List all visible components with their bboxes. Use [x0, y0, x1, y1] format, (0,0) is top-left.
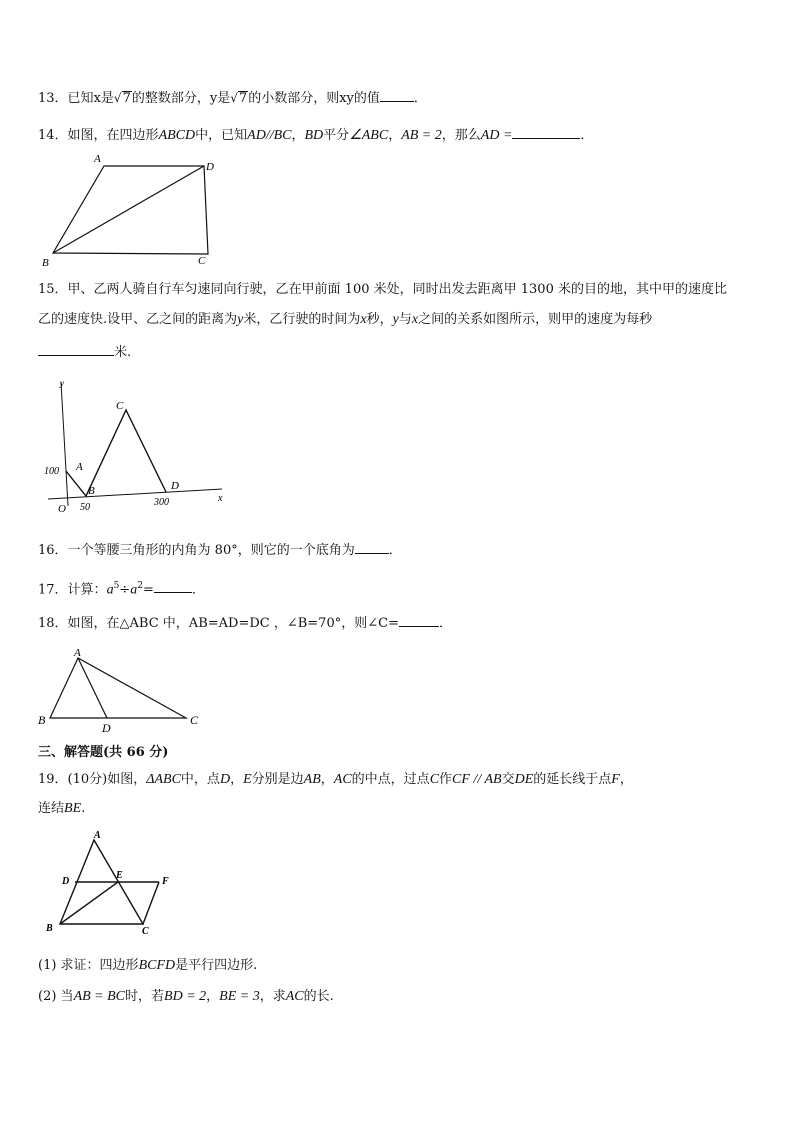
sqrt-7: 7 [122, 91, 131, 106]
text: 甲、乙两人骑自行车匀速同向行驶，乙在甲前面 100 米处，同时出发去距离甲 1300 米的目的地，其中甲的速度比 [67, 282, 727, 297]
question-19-part-2 [38, 988, 334, 1006]
label-c: C [190, 713, 199, 727]
question-number: 19． [38, 772, 68, 787]
text: 是平行四边形. [175, 958, 258, 973]
text: ，求 [259, 989, 286, 1004]
triangle-figure [36, 644, 206, 734]
text: 交 [501, 772, 515, 787]
math: AD//BC [247, 128, 292, 143]
question-number: 18． [38, 616, 68, 631]
label-c: C [142, 926, 149, 937]
math: AC [333, 772, 352, 787]
y-axis [61, 382, 68, 506]
text: ， [206, 989, 220, 1004]
text: = [142, 582, 154, 598]
segment-cf [143, 882, 159, 924]
label-y-axis: y [60, 378, 64, 388]
text: 之间的关系如图所示，则甲的速度为每秒 [418, 312, 653, 327]
label-c: C [198, 255, 206, 267]
text: ， [388, 128, 402, 143]
label-e: E [116, 870, 123, 881]
question-number: 14． [38, 128, 68, 143]
question-19-line-2 [38, 800, 85, 818]
math: x [360, 312, 367, 327]
text: 三、解答题(共 66 分) [38, 745, 169, 760]
text: 平分 [323, 128, 350, 143]
text: ． [580, 128, 594, 143]
text: 如图，在四边形 [67, 128, 159, 143]
text: 米. [114, 345, 132, 360]
tick-300: 300 [154, 497, 169, 508]
label-b: B [38, 713, 46, 727]
answer-blank[interactable] [380, 89, 414, 102]
question-15-line-3 [38, 343, 131, 362]
text: 的中点，过点 [351, 772, 430, 787]
math: ABCD [158, 128, 196, 143]
label-a: A [76, 461, 83, 473]
sqrt-7: 7 [238, 91, 248, 106]
answer-blank[interactable] [512, 126, 580, 139]
math: AB = 2 [401, 128, 442, 143]
text: 与 [398, 312, 412, 327]
text: 秒， [366, 312, 393, 327]
label-c: C [116, 400, 124, 412]
label-a: A [74, 647, 81, 659]
math: BCFD [138, 958, 176, 973]
x-axis [48, 489, 222, 499]
var-x: x [93, 91, 101, 106]
label-a: A [94, 830, 101, 841]
text: 是 [217, 91, 231, 106]
question-14 [38, 126, 593, 145]
quadrilateral-abcd [53, 166, 208, 254]
math: ΔABC [146, 772, 181, 787]
text: ，那么 [441, 128, 481, 143]
text: ． [191, 582, 205, 598]
text: . [81, 801, 86, 816]
label-o: O [58, 503, 66, 515]
text: 已知 [67, 91, 94, 106]
var-xy: xy [339, 91, 354, 106]
text: 作 [439, 772, 453, 787]
diagonal-bd [53, 166, 204, 253]
text: 的值 [353, 91, 380, 106]
math: AB = BC [73, 989, 126, 1004]
math: y [392, 312, 399, 327]
label-d: D [171, 480, 179, 492]
exponent: 5 [113, 581, 120, 591]
question-15-line-1 [38, 281, 727, 299]
text: 连结 [38, 801, 65, 816]
math: a [130, 582, 138, 598]
math: BD [304, 128, 324, 143]
text: 计算： [67, 582, 107, 598]
math: a [106, 582, 114, 598]
text: (1) 求证：四边形 [38, 958, 139, 973]
question-15-line-2 [38, 311, 652, 329]
question-number: 16． [38, 543, 68, 558]
math: y [237, 312, 244, 327]
text: ， [291, 128, 305, 143]
label-b: B [42, 257, 49, 269]
math: AB [303, 772, 321, 787]
math: BD = 2 [164, 989, 207, 1004]
text: 中，点 [180, 772, 220, 787]
math: AC [285, 989, 304, 1004]
text: ÷ [119, 582, 131, 598]
math: BE [64, 801, 82, 816]
var-y: y [209, 91, 218, 106]
text: 是 [100, 91, 114, 106]
tick-50: 50 [80, 502, 90, 513]
question-18 [38, 614, 452, 633]
text: ． [388, 543, 402, 558]
label-b: B [46, 923, 53, 934]
question-17 [38, 577, 205, 599]
answer-blank[interactable] [355, 541, 389, 554]
label-d: D [102, 721, 111, 735]
section-title [38, 744, 168, 762]
math: BE = 3 [219, 989, 260, 1004]
answer-blank[interactable] [154, 580, 192, 593]
text: 如图， [107, 772, 147, 787]
text: ， [230, 772, 244, 787]
text: ， [619, 772, 633, 787]
label-d: D [206, 161, 214, 173]
label-a: A [94, 153, 101, 165]
math: E [243, 772, 252, 787]
score: (10分) [67, 772, 108, 787]
text: 如图，在△ABC 中，AB=AD=DC ，∠B=70°，则∠C= [67, 616, 399, 631]
question-19-line-1 [38, 771, 633, 789]
text: 的整数部分， [131, 91, 210, 106]
text: ， [320, 772, 334, 787]
label-d: D [62, 876, 70, 887]
text: (2) 当 [38, 989, 74, 1004]
exponent: 2 [137, 581, 143, 591]
text: 的小数部分，则 [248, 91, 340, 106]
text: 一个等腰三角形的内角为 80°，则它的一个底角为 [67, 543, 355, 558]
math: DE [514, 772, 534, 787]
distance-time-graph [38, 378, 238, 516]
math: C [429, 772, 440, 787]
parallelogram-figure [38, 828, 178, 938]
text: ． [413, 91, 427, 106]
math: D [219, 772, 231, 787]
text: 的长. [303, 989, 334, 1004]
math: F [611, 772, 620, 787]
question-number: 17． [38, 582, 68, 598]
tick-100: 100 [44, 466, 59, 477]
math: x [411, 312, 419, 327]
label-f: F [162, 876, 169, 887]
answer-blank[interactable] [38, 343, 114, 356]
quadrilateral-figure [38, 152, 228, 270]
question-number: 15． [38, 282, 68, 297]
math: ∠ABC [349, 128, 389, 143]
question-16 [38, 541, 402, 560]
text: 时，若 [125, 989, 165, 1004]
text: 的延长线于点 [533, 772, 612, 787]
math: AD = [480, 128, 513, 143]
math: CF // AB [452, 772, 502, 787]
text: 分别是边 [251, 772, 304, 787]
answer-blank[interactable] [399, 614, 439, 627]
segment-ad [78, 658, 107, 718]
text: 中，已知 [195, 128, 248, 143]
text: 乙的速度快.设甲、乙之间的距离为 [38, 312, 238, 327]
text: ． [438, 616, 452, 631]
text: 米，乙行驶的时间为 [243, 312, 361, 327]
label-x-axis: x [218, 493, 223, 504]
question-19-part-1 [38, 957, 257, 975]
question-13: 13．已知x是√7的整数部分，y是√7的小数部分，则xy的值 ． [38, 91, 427, 106]
graph-line [66, 410, 166, 496]
question-number: 13． [38, 91, 68, 106]
triangle-abc [50, 658, 186, 718]
label-b: B [88, 485, 95, 497]
